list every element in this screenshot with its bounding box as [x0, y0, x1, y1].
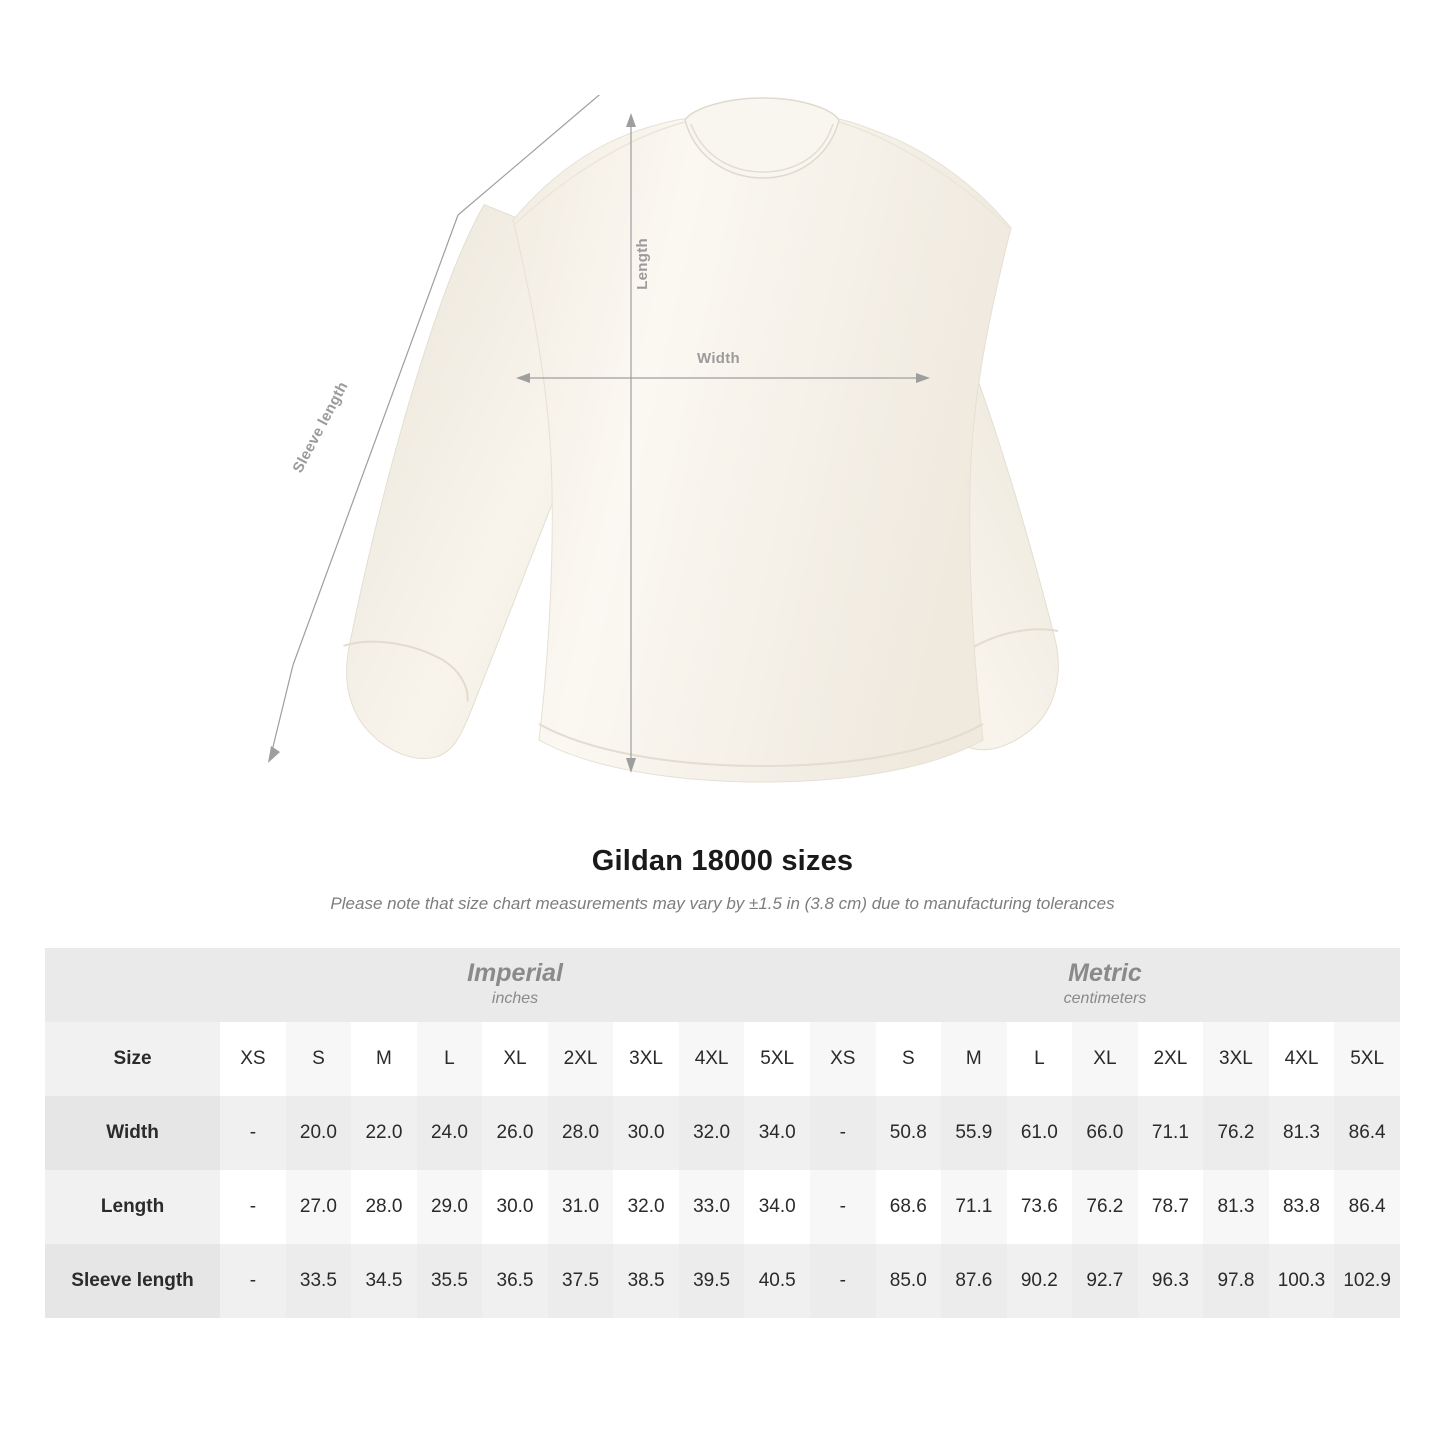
- unit-imperial-name: Imperial: [467, 958, 563, 987]
- width-imperial-3xl: 30.0: [613, 1096, 679, 1170]
- width-imperial-5xl: 34.0: [744, 1096, 810, 1170]
- header-metric-s: S: [876, 1022, 942, 1096]
- width-metric-5xl: 86.4: [1334, 1096, 1400, 1170]
- width-metric-4xl: 81.3: [1269, 1096, 1335, 1170]
- length-metric-4xl: 83.8: [1269, 1170, 1335, 1244]
- length-metric-3xl: 81.3: [1203, 1170, 1269, 1244]
- header-metric-xs: XS: [810, 1022, 876, 1096]
- length-imperial-m: 28.0: [351, 1170, 417, 1244]
- row-label-length: Length: [45, 1170, 220, 1244]
- width-metric-xs: -: [810, 1096, 876, 1170]
- sleeve-imperial-l: 35.5: [417, 1244, 483, 1318]
- width-metric-xl: 66.0: [1072, 1096, 1138, 1170]
- length-imperial-2xl: 31.0: [548, 1170, 614, 1244]
- size-header-row: [45, 1022, 1400, 1096]
- header-metric-3xl: 3XL: [1203, 1022, 1269, 1096]
- table-row-length: [45, 1170, 1400, 1244]
- sleeve-imperial-3xl: 38.5: [613, 1244, 679, 1318]
- length-imperial-3xl: 32.0: [613, 1170, 679, 1244]
- width-metric-l: 61.0: [1007, 1096, 1073, 1170]
- sleeve-imperial-xs: -: [220, 1244, 286, 1318]
- header-metric-m: M: [941, 1022, 1007, 1096]
- length-metric-l: 73.6: [1007, 1170, 1073, 1244]
- unit-metric: [810, 948, 1400, 1022]
- sleeve-length-label: Sleeve length: [289, 378, 352, 476]
- length-imperial-4xl: 33.0: [679, 1170, 745, 1244]
- sleeve-metric-m: 87.6: [941, 1244, 1007, 1318]
- sleeve-metric-2xl: 96.3: [1138, 1244, 1204, 1318]
- width-imperial-xl: 26.0: [482, 1096, 548, 1170]
- body: [513, 98, 1011, 782]
- width-metric-s: 50.8: [876, 1096, 942, 1170]
- header-metric-4xl: 4XL: [1269, 1022, 1335, 1096]
- width-imperial-s: 20.0: [286, 1096, 352, 1170]
- sleeve-imperial-s: 33.5: [286, 1244, 352, 1318]
- width-imperial-4xl: 32.0: [679, 1096, 745, 1170]
- width-imperial-xs: -: [220, 1096, 286, 1170]
- header-imperial-5xl: 5XL: [744, 1022, 810, 1096]
- header-imperial-s: S: [286, 1022, 352, 1096]
- header-metric-xl: XL: [1072, 1022, 1138, 1096]
- header-imperial-m: M: [351, 1022, 417, 1096]
- length-metric-xs: -: [810, 1170, 876, 1244]
- tolerance-note: Please note that size chart measurements may vary by ±1.5 in (3.8 cm) due to manufacturing tolerances: [330, 894, 1115, 913]
- unit-metric-sub: centimeters: [1063, 990, 1147, 1008]
- length-imperial-xl: 30.0: [482, 1170, 548, 1244]
- unit-metric-name: Metric: [1068, 958, 1142, 987]
- sleeve-metric-xl: 92.7: [1072, 1244, 1138, 1318]
- length-metric-xl: 76.2: [1072, 1170, 1138, 1244]
- sleeve-imperial-2xl: 37.5: [548, 1244, 614, 1318]
- sleeve-metric-xs: -: [810, 1244, 876, 1318]
- unit-header-row: [45, 948, 1400, 1022]
- header-metric-5xl: 5XL: [1334, 1022, 1400, 1096]
- table-row-width: [45, 1096, 1400, 1170]
- length-metric-m: 71.1: [941, 1170, 1007, 1244]
- width-label: Width: [697, 350, 741, 367]
- unit-imperial-sub: inches: [491, 990, 539, 1008]
- size-table-wrapper: [45, 948, 1400, 1318]
- length-imperial-5xl: 34.0: [744, 1170, 810, 1244]
- unit-imperial: [220, 948, 810, 1022]
- length-metric-s: 68.6: [876, 1170, 942, 1244]
- unit-spacer: [45, 948, 220, 1022]
- sweatshirt-image: [268, 95, 1098, 785]
- length-imperial-s: 27.0: [286, 1170, 352, 1244]
- sleeve-metric-5xl: 102.9: [1334, 1244, 1400, 1318]
- width-imperial-2xl: 28.0: [548, 1096, 614, 1170]
- header-metric-l: L: [1007, 1022, 1073, 1096]
- sleeve-metric-l: 90.2: [1007, 1244, 1073, 1318]
- row-label-sleeve-length: Sleeve length: [45, 1244, 220, 1318]
- header-imperial-3xl: 3XL: [613, 1022, 679, 1096]
- sleeve-imperial-xl: 36.5: [482, 1244, 548, 1318]
- header-size: Size: [45, 1022, 220, 1096]
- table-row-sleeve-length: [45, 1244, 1400, 1318]
- length-metric-5xl: 86.4: [1334, 1170, 1400, 1244]
- page-title: Gildan 18000 sizes: [591, 845, 854, 877]
- size-table: [45, 948, 1400, 1318]
- row-label-width: Width: [45, 1096, 220, 1170]
- sleeve-metric-3xl: 97.8: [1203, 1244, 1269, 1318]
- sleeve-metric-4xl: 100.3: [1269, 1244, 1335, 1318]
- sleeve-metric-s: 85.0: [876, 1244, 942, 1318]
- header-imperial-xs: XS: [220, 1022, 286, 1096]
- width-metric-3xl: 76.2: [1203, 1096, 1269, 1170]
- header-imperial-4xl: 4XL: [679, 1022, 745, 1096]
- header-imperial-2xl: 2XL: [548, 1022, 614, 1096]
- sleeve-imperial-4xl: 39.5: [679, 1244, 745, 1318]
- sleeve-imperial-5xl: 40.5: [744, 1244, 810, 1318]
- width-imperial-l: 24.0: [417, 1096, 483, 1170]
- width-metric-m: 55.9: [941, 1096, 1007, 1170]
- length-imperial-xs: -: [220, 1170, 286, 1244]
- sleeve-imperial-m: 34.5: [351, 1244, 417, 1318]
- length-metric-2xl: 78.7: [1138, 1170, 1204, 1244]
- length-imperial-l: 29.0: [417, 1170, 483, 1244]
- header-imperial-l: L: [417, 1022, 483, 1096]
- header-metric-2xl: 2XL: [1138, 1022, 1204, 1096]
- length-label: Length: [634, 238, 651, 290]
- header-imperial-xl: XL: [482, 1022, 548, 1096]
- width-metric-2xl: 71.1: [1138, 1096, 1204, 1170]
- title-block: [0, 845, 1445, 914]
- width-imperial-m: 22.0: [351, 1096, 417, 1170]
